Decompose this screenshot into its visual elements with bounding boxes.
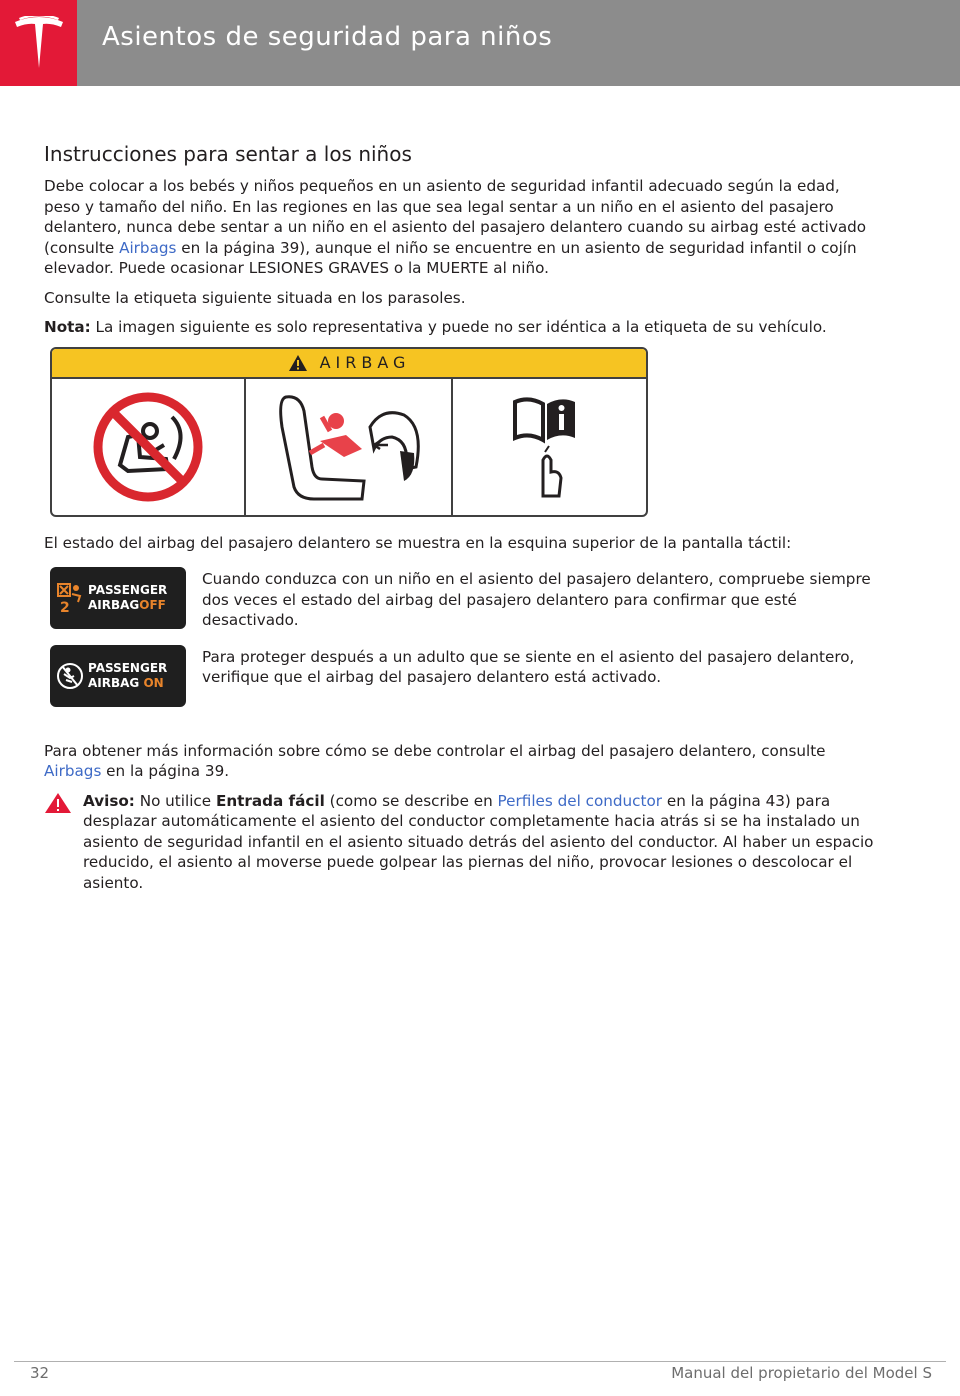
footer-divider — [14, 1361, 946, 1362]
status-intro: El estado del airbag del pasajero delantero se muestra en la esquina superior de la pantalla táctil: — [44, 533, 792, 552]
page-title: Asientos de seguridad para niños — [102, 22, 553, 52]
more-info-paragraph: Para obtener más información sobre cómo se debe controlar el airbag del pasajero delantero, consulte Airbags en la página 39. — [44, 741, 826, 780]
passenger-airbag-on-icon: PASSENGER AIRBAG ON — [50, 645, 186, 707]
panel-airbag-deploy — [244, 379, 451, 515]
intro-paragraph: Debe colocar a los bebés y niños pequeños en un asiento de seguridad infantil adecuado según la edad, peso y tamaño del niño. En las regiones en las que sea legal sentar a un niño en el asiento del pasajero delantero, nunca debe sentar a un niño en el asiento del pasajero delantero cuando su airbag esté activado (consulte Airbags en la página 39), aunque el niño se encuentre en un asiento de seguridad infantil o cojín elevador. Puede ocasionar LESIONES GRAVES o la MUERTE al niño. — [44, 177, 867, 277]
status-item-off — [50, 567, 874, 631]
note-label: Nota: — [44, 318, 91, 336]
airbags-link[interactable]: Airbags — [119, 238, 177, 257]
page-header — [0, 0, 960, 86]
easy-entry-term: Entrada fácil — [215, 791, 325, 810]
airbag-banner-text: AIRBAG — [319, 353, 411, 372]
svg-text:2: 2 — [60, 600, 70, 614]
airbag-deploy-seat-icon — [264, 387, 434, 507]
warning-text: Aviso: No utilice Entrada fácil (como se describe en Perfiles del conductor en la página 43) para desplazar automáticamente el asiento del conductor completamente hacia atrás si se ha instalado un asiento de seguridad infantil en el asiento situado detrás del asiento del conductor. Al haber un espacio reducido, el asiento al moverse puede golpear las piernas del niño, provocar lesiones o descolocar el asiento. — [83, 791, 874, 892]
page-number: 32 — [30, 1364, 50, 1382]
warning-block — [44, 791, 874, 894]
warning-triangle-icon — [44, 792, 72, 814]
note: Nota: La imagen siguiente es solo representativa y puede no ser idéntica a la etiqueta de su vehículo. — [44, 318, 827, 336]
status-text-off: Cuando conduzca con un niño en el asiento del pasajero delantero, compruebe siempre dos veces el estado del airbag del pasajero delantero para confirmar que esté desactivado. — [202, 570, 871, 629]
tesla-logo — [0, 0, 77, 86]
passenger-airbag-off-icon: 2 PASSENGER AIRBAGOFF — [50, 567, 186, 629]
tesla-logo-icon — [13, 16, 65, 70]
warning-label: Aviso: — [83, 791, 135, 810]
read-manual-icon — [511, 392, 581, 502]
panel-read-manual — [451, 379, 638, 515]
warning-triangle-icon — [288, 354, 308, 372]
section-heading: Instrucciones para sentar a los niños — [44, 142, 412, 166]
label-reference: Consulte la etiqueta siguiente situada en los parasoles. — [44, 288, 466, 307]
panel-no-child-seat — [52, 379, 244, 515]
airbags-link-2[interactable]: Airbags — [44, 762, 102, 780]
footer-title: Manual del propietario del Model S — [671, 1364, 932, 1382]
status-text-on: Para proteger después a un adulto que se siente en el asiento del pasajero delantero, verifique que el airbag del pasajero delantero está activado. — [202, 647, 855, 686]
airbag-banner — [52, 349, 646, 379]
status-item-on — [50, 645, 874, 707]
driver-profiles-link[interactable]: Perfiles del conductor — [497, 791, 663, 810]
airbag-warning-label — [50, 347, 648, 517]
no-child-seat-airbag-icon — [88, 387, 208, 507]
main-content — [44, 142, 874, 902]
